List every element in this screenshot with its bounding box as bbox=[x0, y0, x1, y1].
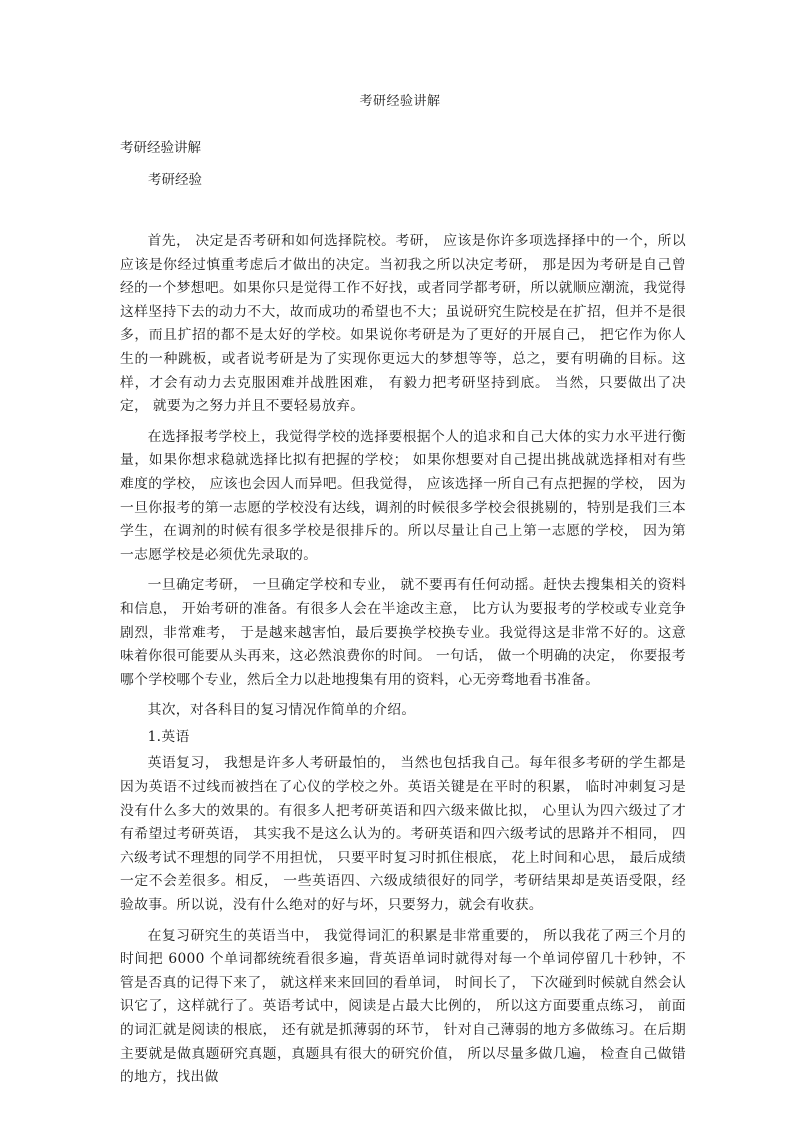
paragraph: 在复习研究生的英语当中， 我觉得词汇的积累是非常重要的， 所以我花了两三个月的时间把 6000 个单词都统统看很多遍，背英语单词时就得对每一个单词停留几十秒钟，不管是否真的记得下来了， 就这样来来回回的看单词， 时间长了， 下次碰到时候就自然会认识它了，这样就行了。英语考试中，阅读是占最大比例的， 所以这方面要重点练习， 前面的词汇就是阅读的根底， 还有就是抓薄弱的环节， 针对自己薄弱的地方多做练习。在后期主要就是做真题研究真题，真题具有很大的研究价值， 所以尽量多做几遍， 检查自己做错的地方，找出做 bbox=[120, 927, 686, 1086]
body-text bbox=[120, 230, 686, 1097]
section-heading: 考研经验 bbox=[148, 172, 202, 188]
paragraph: 其次，对各科目的复习情况作简单的介绍。 bbox=[147, 702, 416, 719]
paragraph: 在选择报考学校上，我觉得学校的选择要根据个人的追求和自己大体的实力水平进行衡量，如果你想求稳就选择比拟有把握的学校； 如果你想要对自己提出挑战就选择相对有些难度的学校， 应该也会因人而异吧。但我觉得， 应该选择一所自己有点把握的学校， 因为一旦你报考的第一志愿的学校没有达线，调剂的时候很多学校会很挑剔的，特别是我们三本学生，在调剂的时候有很多学校是很排斥的。所以尽量让自己上第一志愿的学校， 因为第一志愿学校是必须优先录取的。 bbox=[120, 428, 686, 563]
document-subtitle: 考研经验讲解 bbox=[120, 140, 201, 156]
paragraph: 英语复习， 我想是许多人考研最怕的， 当然也包括我自己。每年很多考研的学生都是因为英语不过线而被挡在了心仪的学校之外。英语关键是在平时的积累， 临时冲刺复习是没有什么多大的效果的。有很多人把考研英语和四六级来做比拟， 心里认为四六级过了才有希望过考研英语， 其实我不是这么认为的。考研英语和四六级考试的思路并不相同， 四六级考试不理想的同学不用担忧， 只要平时复习时抓住根底， 花上时间和心思， 最后成绩一定不会差很多。相反， 一些英语四、六级成绩很好的同学，考研结果却是英语受限，经验故事。所以说，没有什么绝对的好与坏，只要努力，就会有收获。 bbox=[120, 755, 686, 914]
section-label: 1.英语 bbox=[147, 728, 190, 745]
paragraph: 首先， 决定是否考研和如何选择院校。考研， 应该是你许多项选择择中的一个，所以应该是你经过慎重考虑后才做出的决定。当初我之所以决定考研， 那是因为考研是自己曾经的一个梦想吧。如果你只是觉得工作不好找，或者同学都考研，所以就顺应潮流，我觉得这样坚持下去的动力不大，故而成功的希望也不大；虽说研究生院校是在扩招，但并不是很多，而且扩招的都不是太好的学校。如果说你考研是为了更好的开展自己， 把它作为你人生的一种跳板，或者说考研是为了实现你更远大的梦想等等，总之，要有明确的目标。这样，才会有动力去克服困难并战胜困难， 有毅力把考研坚持到底。 当然，只要做出了决定， 就要为之努力并且不要轻易放弃。 bbox=[120, 233, 686, 415]
document-title: 考研经验讲解 bbox=[359, 94, 441, 109]
paragraph: 一旦确定考研， 一旦确定学校和专业， 就不要再有任何动摇。赶快去搜集相关的资料和信息， 开始考研的准备。有很多人会在半途改主意， 比方认为要报考的学校或专业竞争剧烈，非常难考， 于是越来越害怕，最后要换学校换专业。我觉得这是非常不好的。这意味着你很可能要从头再来，这必然浪费你的时间。 一句话， 做一个明确的决定， 你要报考哪个学校哪个专业，然后全力以赴地搜集有用的资料，心无旁骛地看书准备。 bbox=[120, 577, 686, 688]
